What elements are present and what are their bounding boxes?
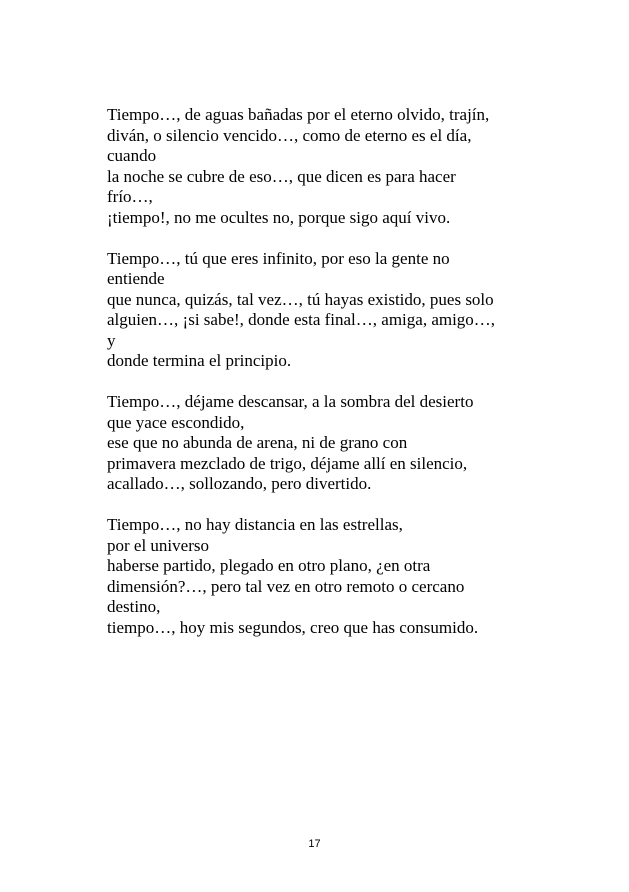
stanza-4 (107, 515, 527, 638)
poem-line: la noche se cubre de eso…, que dicen es para hacer (107, 166, 456, 186)
poem-line: que nunca, quizás, tal vez…, tú hayas existido, pues solo (107, 289, 494, 309)
stanza-3 (107, 392, 527, 495)
poem-line: Tiempo…, no hay distancia en las estrellas, (107, 515, 403, 534)
poem-line: dimensión?…, pero tal vez en otro remoto o cercano (107, 576, 465, 596)
poem-line: donde termina el principio. (107, 351, 292, 370)
stanza-2 (107, 249, 527, 372)
poem-line: y (107, 330, 116, 350)
poem-line: Tiempo…, tú que eres infinito, por eso la gente no (107, 248, 450, 268)
poem-line: Tiempo…, de aguas bañadas por el eterno olvido, trajín, (107, 105, 490, 124)
poem-line: destino, (107, 597, 161, 616)
poem-line: Tiempo…, déjame descansar, a la sombra del desierto (107, 392, 474, 411)
poem-line: alguien…, ¡si sabe!, donde esta final…, amiga, amigo…, (107, 310, 496, 329)
poem-line: por el universo (107, 535, 209, 555)
poem-line: primavera mezclado de trigo, déjame allí en silencio, (107, 453, 468, 473)
poem-line: haberse partido, plegado en otro plano, ¿en otra (107, 556, 431, 575)
poem-line: entiende (107, 269, 165, 288)
poem-line: ¡tiempo!, no me ocultes no, porque sigo aquí vivo. (107, 207, 451, 227)
poem-line: ese que no abunda de arena, ni de grano con (107, 433, 408, 452)
page-number: 17 (308, 838, 321, 850)
poem-line: cuando (107, 146, 157, 165)
poem-line: tiempo…, hoy mis segundos, creo que has consumido. (107, 617, 479, 637)
poem-line: que yace escondido, (107, 412, 245, 432)
poem-line: diván, o silencio vencido…, como de eterno es el día, (107, 125, 472, 145)
poem-body (107, 105, 527, 659)
poem-line: frío…, (107, 187, 153, 206)
poem-line: acallado…, sollozando, pero divertido. (107, 474, 372, 493)
stanza-1 (107, 105, 527, 228)
